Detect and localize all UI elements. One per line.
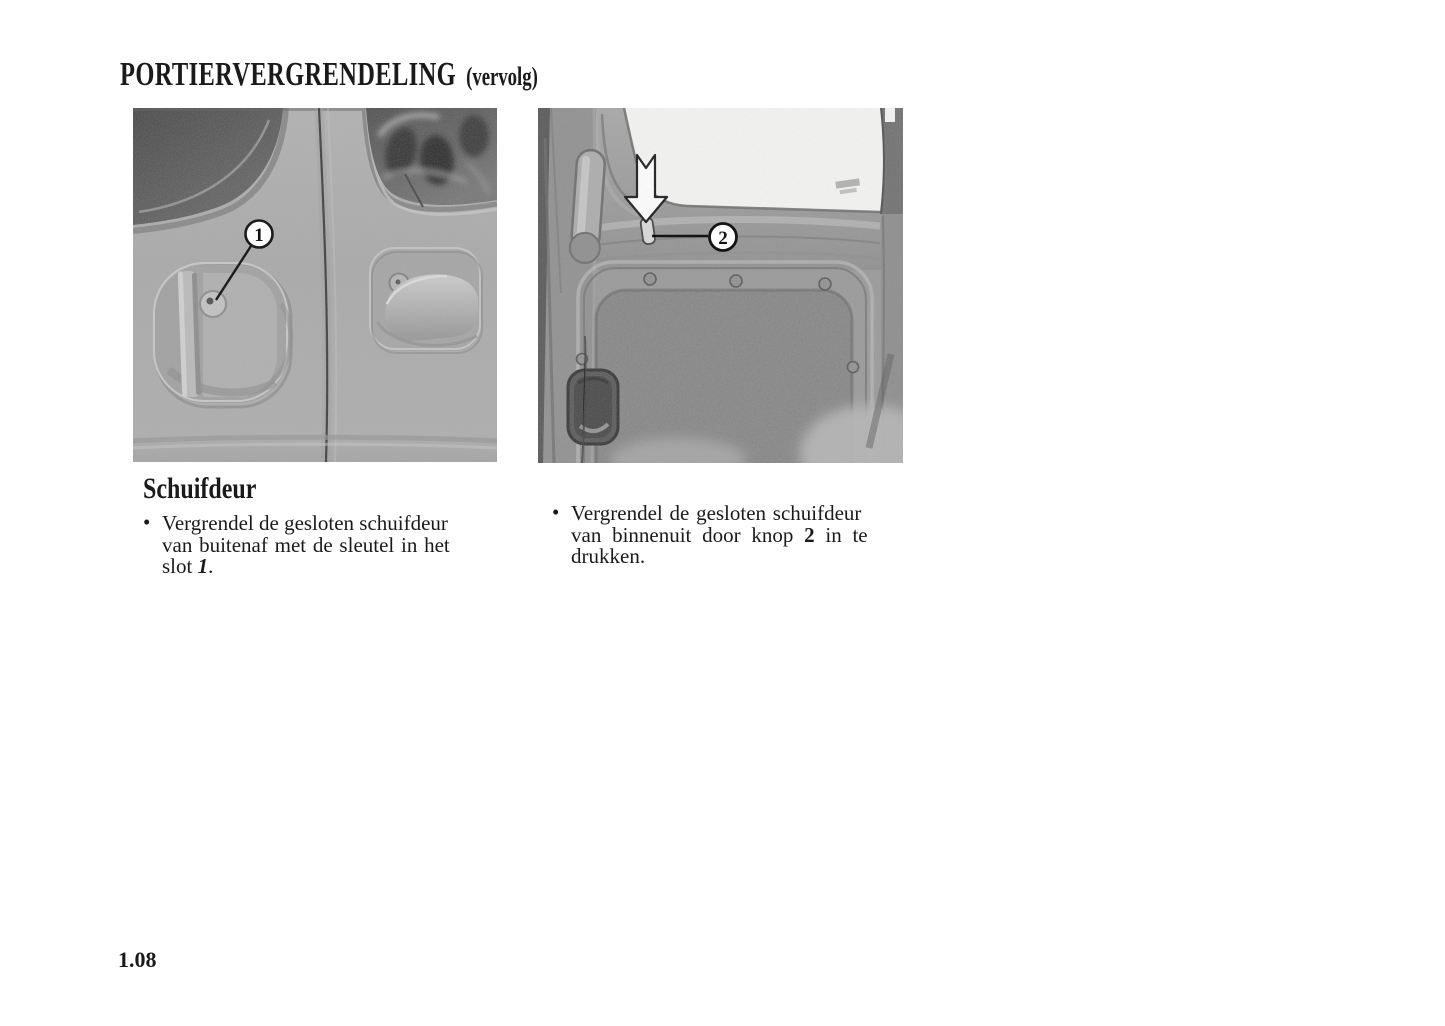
section-left	[143, 474, 499, 578]
callout-1-label: 1	[254, 225, 264, 246]
bullet-marker: •	[552, 500, 560, 524]
bullet-right	[552, 500, 906, 568]
interior-door-photo	[538, 108, 903, 463]
page-number: 1.08	[118, 947, 157, 972]
page-title	[120, 56, 538, 94]
callout-2-label: 2	[718, 228, 728, 249]
text-line: drukken.	[571, 544, 646, 568]
text-line: van binnenuit door knop 2 in te	[571, 522, 868, 547]
exterior-door-photo	[133, 108, 497, 462]
figure-exterior-sliding-door	[133, 108, 497, 462]
bullet-right-text	[571, 503, 868, 568]
text-line: van buitenaf met de sleutel in het	[162, 532, 450, 557]
text-line: slot 1.	[162, 554, 214, 578]
bullet-left-text	[162, 513, 450, 578]
bullet-marker: •	[143, 510, 151, 534]
bullet-left	[143, 510, 499, 578]
section-right	[552, 500, 906, 568]
page-title-suffix: (vervolg)	[466, 62, 538, 91]
text-line: Vergrendel de gesloten schuifdeur	[162, 511, 448, 535]
text-line: Vergrendel de gesloten schuifdeur	[571, 501, 862, 525]
section-heading: Schuifdeur	[143, 472, 257, 505]
figure-interior-sliding-door	[538, 108, 903, 463]
page-title-main: PORTIERVERGRENDELING	[120, 56, 457, 93]
